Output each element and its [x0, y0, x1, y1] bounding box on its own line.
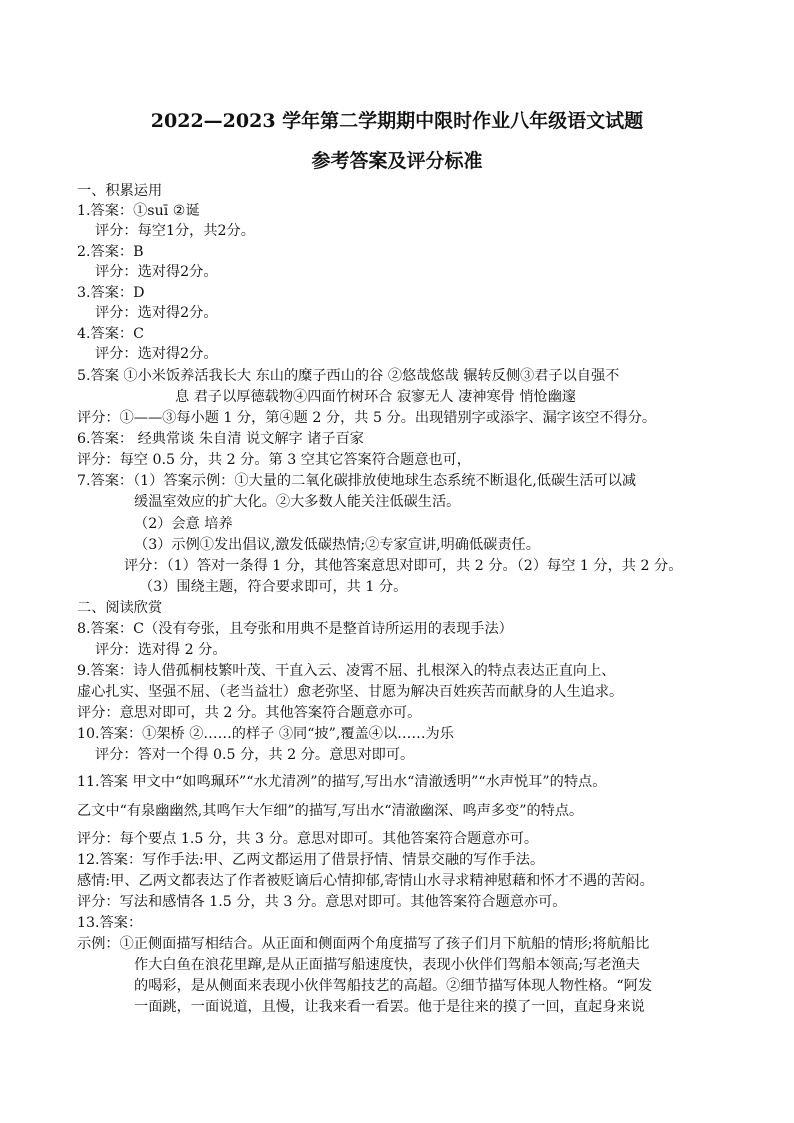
- answer-continuation: 乙文中“有泉幽幽然,其鸣乍大乍细”的描写,写出水“清澈幽深、鸣声多变”的特点。: [77, 803, 584, 819]
- score-line: 评分：选对得2分。: [95, 264, 218, 280]
- answer-continuation: 息 君子以厚德载物④四面竹树环合 寂寥无人 凄神寒骨 悄怆幽邃: [175, 389, 577, 405]
- score-continuation: （3）围绕主题，符合要求即可，共 1 分。: [139, 579, 408, 595]
- section-heading: 二、阅读欣赏: [77, 600, 163, 616]
- answer-continuation: 的喝彩，是从侧面来表现小伙伴驾船技艺的高超。②细节描写体现人物性格。“阿发: [134, 978, 653, 994]
- answer-continuation: 感情:甲、乙两文都表达了作者被贬谪后心情抑郁,寄情山水寻求精神慰藉和怀才不遇的苦闷。: [77, 873, 654, 889]
- answer-line: 9.答案：诗人借孤桐枝繁叶茂、干直入云、凌霄不屈、扎根深入的特点表达正直向上、: [77, 663, 616, 679]
- answer-line: 1.答案：①suī ②诞: [77, 203, 200, 219]
- score-line: 评分：每空 0.5 分，共 2 分。第 3 空其它答案符合题意也可，: [77, 452, 471, 468]
- answer-line: 13.答案：: [77, 915, 143, 931]
- score-line: 评分：写法和感情各 1.5 分，共 3 分。意思对即可。其他答案符合题意亦可。: [77, 894, 567, 910]
- answer-line: 4.答案：C: [77, 326, 144, 342]
- answer-line: 10.答案：①架桥 ②……的样子 ③同“披”,覆盖④以……为乐: [77, 726, 454, 742]
- answer-line: 11.答案 甲文中“如鸣珮环”“水尤清冽”的描写,写出水“清澈透明”“水声悦耳”的特点。: [77, 774, 607, 790]
- answer-continuation: 一面跳，一面说道，且慢，让我来看一看罢。他于是往来的摸了一回，直起身来说: [134, 999, 645, 1015]
- score-line: 评分：选对得2分。: [95, 305, 218, 321]
- score-line: 评分：选对得2分。: [95, 346, 218, 362]
- section-heading: 一、积累运用: [77, 183, 163, 199]
- answer-continuation: 缓温室效应的扩大化。②大多数人能关注低碳生活。: [134, 494, 461, 510]
- score-line: 评分：①——③每小题 1 分，第④题 2 分，共 5 分。出现错别字或添字、漏字该空不得分。: [77, 410, 657, 426]
- answer-example: 示例：①正侧面描写相结合。从正面和侧面两个角度描写了孩子们月下航船的情形;将航船比: [77, 936, 650, 952]
- answer-subitem: （3）示例①发出倡议,激发低碳热情;②专家宣讲,明确低碳责任。: [134, 537, 540, 553]
- answer-continuation: 虚心扎实、坚强不屈、（老当益壮）愈老弥坚、甘愿为解决百姓疾苦而献身的人生追求。: [77, 684, 624, 700]
- score-line: 评分：选对得 2 分。: [95, 642, 227, 658]
- answer-line: 5.答案 ①小米饭养活我长大 东山的糜子西山的谷 ②悠哉悠哉 辗转反侧③君子以自强不: [77, 368, 620, 384]
- answer-line: 12.答案：写作手法:甲、乙两文都运用了借景抒情、情景交融的写作手法。: [77, 852, 545, 868]
- answer-line: 8.答案：C（没有夸张，且夸张和用典不是整首诗所运用的表现手法）: [77, 621, 513, 637]
- score-line: 评分：每空1分，共2分。: [95, 223, 255, 239]
- score-line: 评分：答对一个得 0.5 分，共 2 分。意思对即可。: [95, 747, 415, 763]
- score-line: 评分：（1）答对一条得 1 分，其他答案意思对即可，共 2 分。（2）每空 1 分，共 2 分。: [124, 558, 683, 574]
- answer-continuation: 作大白鱼在浪花里蹿,是从正面描写船速度快，表现小伙伴们驾船本领高;写老渔夫: [134, 957, 640, 973]
- answer-subitem: （2）会意 培养: [134, 516, 233, 532]
- score-line: 评分：意思对即可，共 2 分。其他答案符合题意亦可。: [77, 705, 422, 721]
- score-line: 评分：每个要点 1.5 分，共 3 分。意思对即可。其他答案符合题意亦可。: [77, 831, 539, 847]
- answer-line: 2.答案：B: [77, 244, 144, 260]
- answer-line: 6.答案： 经典常谈 朱自清 说文解字 诸子百家: [77, 431, 364, 447]
- answer-line: 3.答案：D: [77, 285, 145, 301]
- page-title: 2022—2023 学年第二学期期中限时作业八年级语文试题: [150, 110, 644, 132]
- answer-line: 7.答案：（1）答案示例：①大量的二氧化碳排放使地球生态系统不断退化,低碳生活可以减: [77, 473, 637, 489]
- page-subtitle: 参考答案及评分标准: [311, 150, 483, 172]
